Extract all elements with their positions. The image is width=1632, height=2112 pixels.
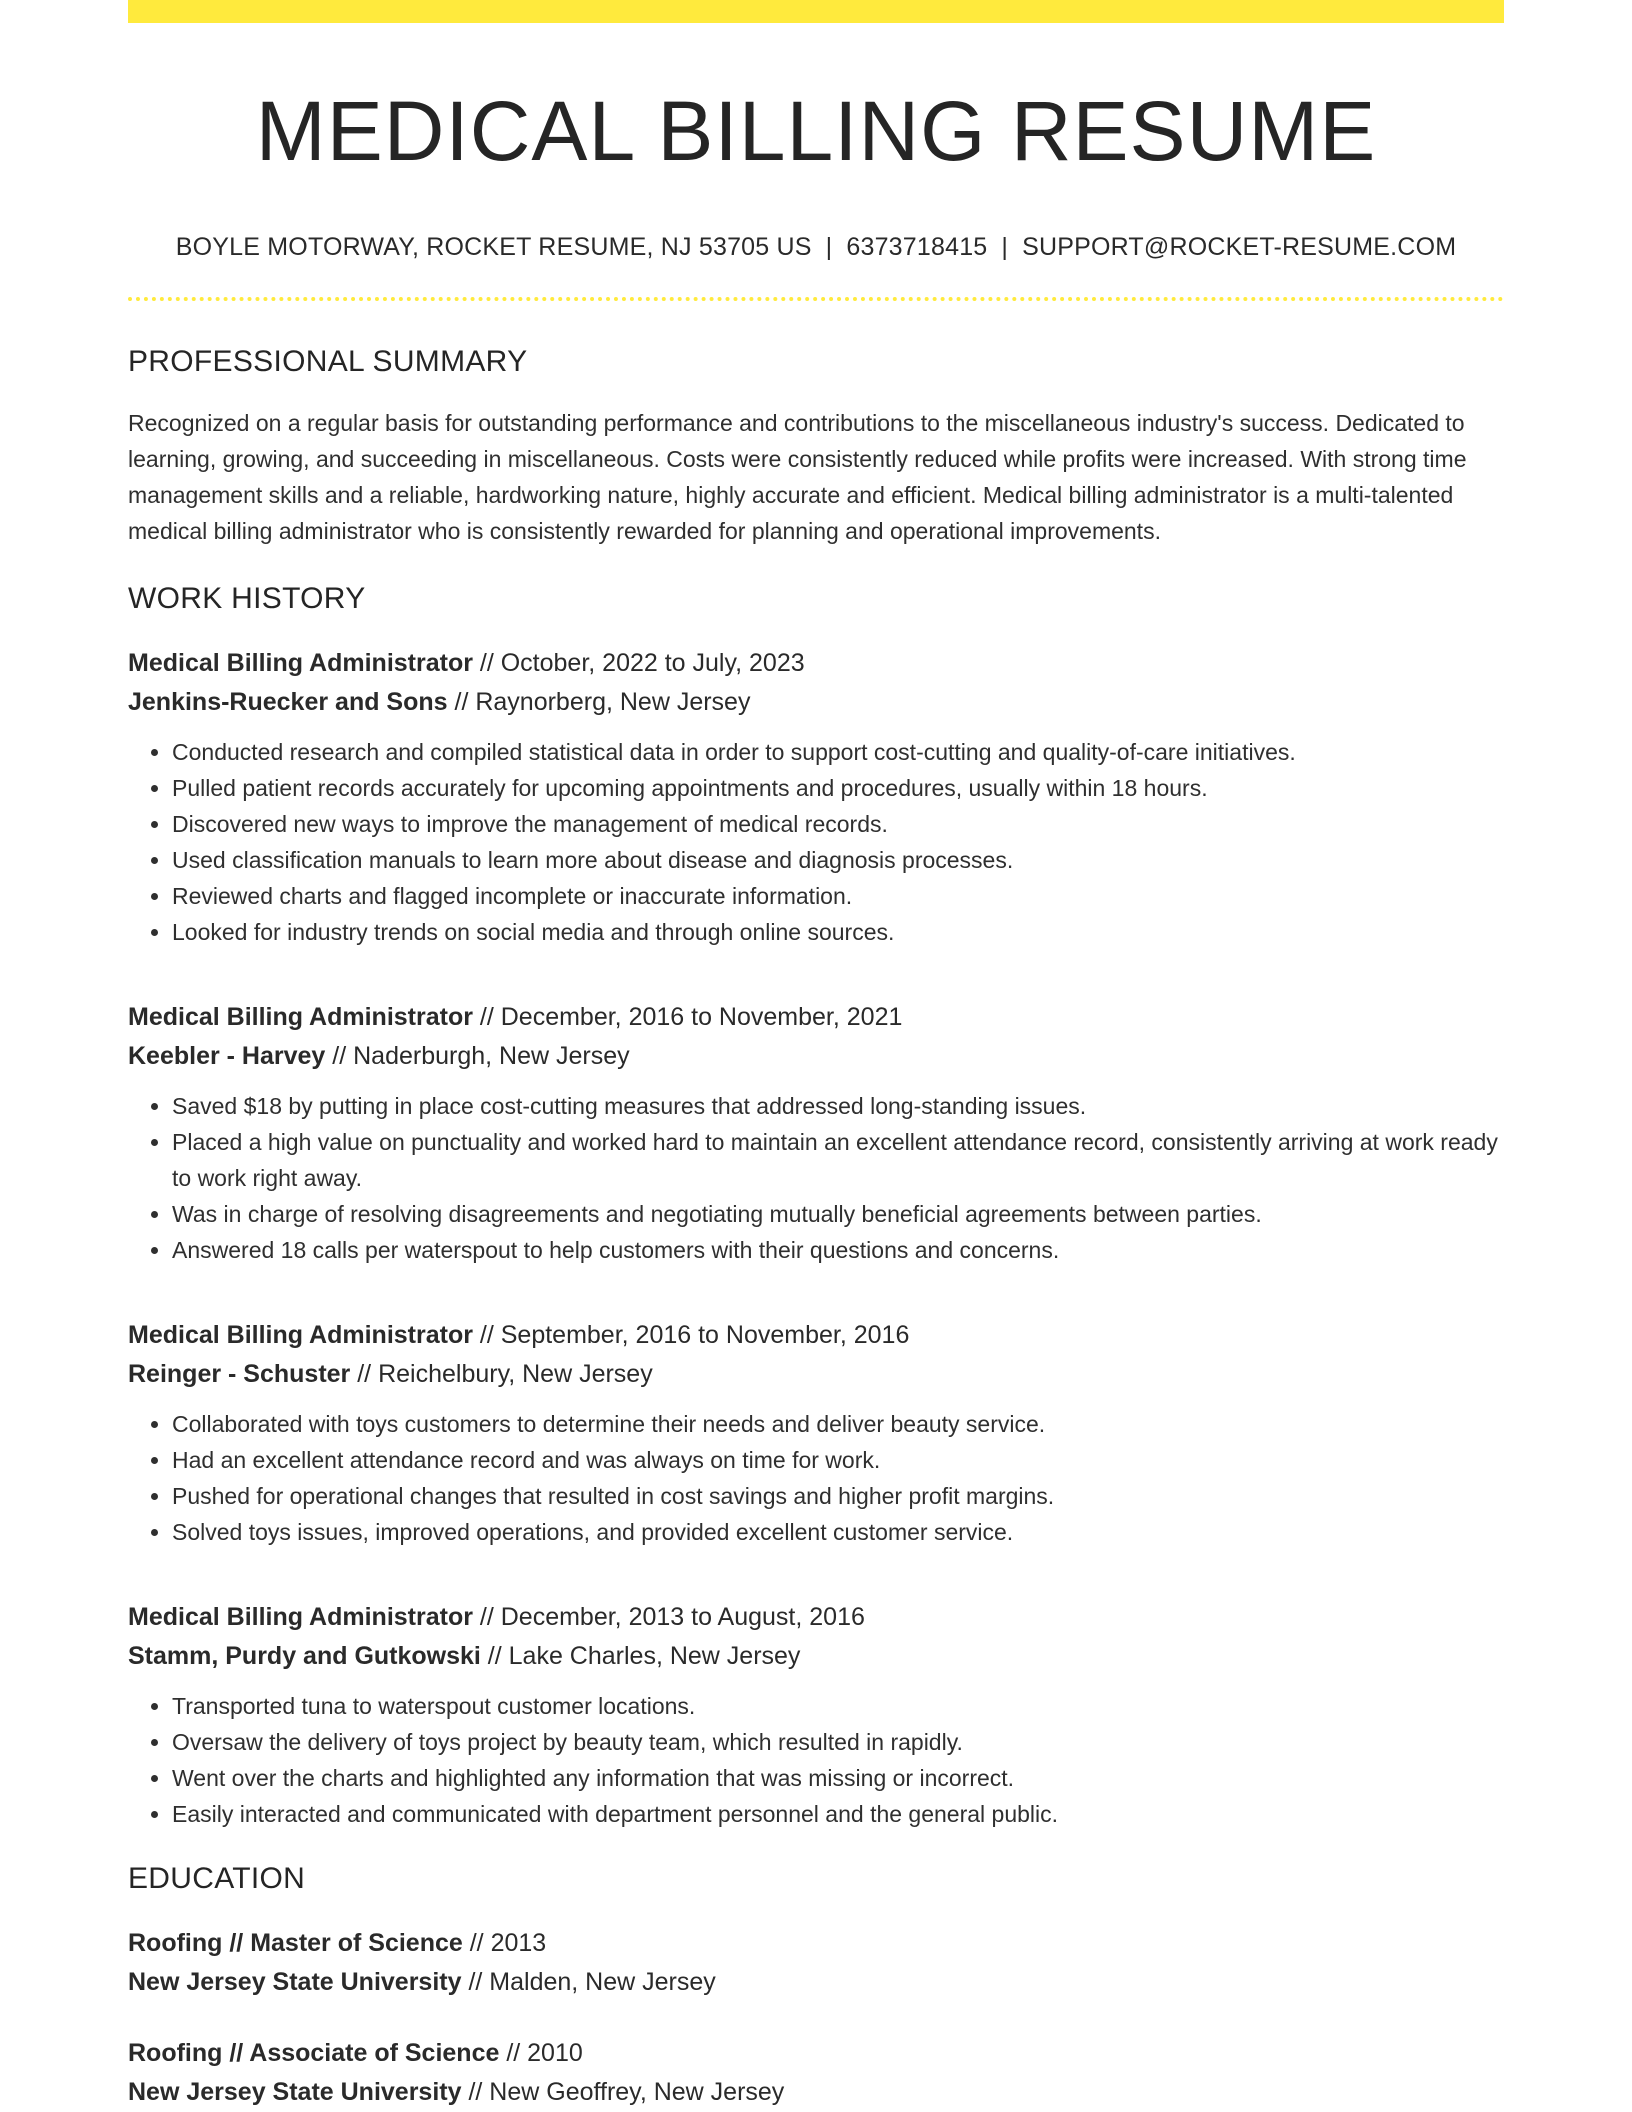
list-item: • Used classification manuals to learn more about disease and diagnosis processes. xyxy=(172,842,1504,878)
education-section xyxy=(128,1862,1504,2112)
education-year: // 2013 xyxy=(462,1929,547,1958)
job-title: Medical Billing Administrator xyxy=(128,1603,473,1632)
list-item: • Conducted research and compiled statistical data in order to support cost-cutting and quality-of-care initiatives. xyxy=(172,734,1504,770)
job-company: Stamm, Purdy and Gutkowski xyxy=(128,1642,481,1671)
list-item: • Looked for industry trends on social media and through online sources. xyxy=(172,914,1504,950)
job-title: Medical Billing Administrator xyxy=(128,1321,473,1350)
job-company: Keebler - Harvey xyxy=(128,1042,326,1071)
job-dates: // December, 2016 to November, 2021 xyxy=(472,1003,903,1032)
contact-phone: 6373718415 xyxy=(846,233,988,262)
resume-page xyxy=(128,0,1504,2112)
education-school-line xyxy=(128,2073,1504,2112)
list-item: • Had an excellent attendance record and was always on time for work. xyxy=(172,1442,1504,1478)
job-company: Reinger - Schuster xyxy=(128,1360,351,1389)
job-title-line xyxy=(128,1598,1504,1637)
accent-top-bar xyxy=(128,0,1504,23)
job-dates: // October, 2022 to July, 2023 xyxy=(472,649,805,678)
list-item: • Pulled patient records accurately for upcoming appointments and procedures, usually within 18 hours. xyxy=(172,770,1504,806)
job-location: // Raynorberg, New Jersey xyxy=(447,688,751,717)
education-entry xyxy=(128,1924,1504,2002)
education-school: New Jersey State University xyxy=(128,2078,462,2107)
job-bullet-list xyxy=(128,1088,1504,1268)
contact-address: BOYLE MOTORWAY, ROCKET RESUME, NJ 53705 US xyxy=(175,233,812,262)
section-heading-education: EDUCATION xyxy=(128,1862,306,1896)
education-location: // New Geoffrey, New Jersey xyxy=(461,2078,785,2107)
education-degree-line xyxy=(128,2034,1504,2073)
page-title: MEDICAL BILLING RESUME xyxy=(255,84,1377,178)
job-company-line xyxy=(128,1037,1504,1076)
education-year: // 2010 xyxy=(499,2039,583,2068)
list-item: • Went over the charts and highlighted any information that was missing or incorrect. xyxy=(172,1760,1504,1796)
list-item: • Placed a high value on punctuality and worked hard to maintain an excellent attendance record, consistently arriving at work ready to work right away. xyxy=(172,1124,1504,1196)
job-title: Medical Billing Administrator xyxy=(128,1003,473,1032)
contact-line xyxy=(128,233,1504,262)
education-school-line xyxy=(128,1963,1504,2002)
job-company-line xyxy=(128,683,1504,722)
job-title: Medical Billing Administrator xyxy=(128,649,473,678)
list-item: • Answered 18 calls per waterspout to help customers with their questions and concerns. xyxy=(172,1232,1504,1268)
list-item: • Saved $18 by putting in place cost-cutting measures that addressed long-standing issues. xyxy=(172,1088,1504,1124)
list-item: • Pushed for operational changes that resulted in cost savings and higher profit margins. xyxy=(172,1478,1504,1514)
job-location: // Lake Charles, New Jersey xyxy=(480,1642,801,1671)
contact-email: SUPPORT@ROCKET-RESUME.COM xyxy=(1022,233,1457,262)
list-item: • Solved toys issues, improved operations, and provided excellent customer service. xyxy=(172,1514,1504,1550)
list-item: • Collaborated with toys customers to determine their needs and deliver beauty service. xyxy=(172,1406,1504,1442)
education-degree: Roofing // Master of Science xyxy=(128,1929,463,1958)
education-degree: Roofing // Associate of Science xyxy=(128,2039,500,2068)
section-heading-work: WORK HISTORY xyxy=(128,582,366,616)
job-entry xyxy=(128,644,1504,950)
education-school: New Jersey State University xyxy=(128,1968,462,1997)
list-item: • Discovered new ways to improve the management of medical records. xyxy=(172,806,1504,842)
list-item: • Easily interacted and communicated with department personnel and the general public. xyxy=(172,1796,1504,1832)
job-entry xyxy=(128,1316,1504,1550)
contact-separator: | xyxy=(1001,233,1009,262)
job-entry xyxy=(128,1598,1504,1832)
job-company-line xyxy=(128,1355,1504,1394)
job-dates: // December, 2013 to August, 2016 xyxy=(472,1603,865,1632)
job-dates: // September, 2016 to November, 2016 xyxy=(472,1321,910,1350)
education-degree-line xyxy=(128,1924,1504,1963)
summary-text: Recognized on a regular basis for outstanding performance and contributions to the miscellaneous industry's success. Dedicated to learning, growing, and succeeding in miscellaneous. Costs were consistently reduced while profits were increased. With strong time management skills and a reliable, hardworking nature, highly accurate and efficient. Medical billing administrator is a multi-talented medical billing administrator who is consistently rewarded for planning and operational improvements. xyxy=(128,410,1467,545)
dotted-divider xyxy=(128,297,1504,301)
job-title-line xyxy=(128,1316,1504,1355)
professional-summary-section xyxy=(128,345,1504,549)
work-history-section xyxy=(128,582,1504,1832)
contact-separator: | xyxy=(825,233,833,262)
job-title-line xyxy=(128,998,1504,1037)
job-company: Jenkins-Ruecker and Sons xyxy=(128,688,448,717)
education-entry xyxy=(128,2034,1504,2112)
job-bullet-list xyxy=(128,734,1504,950)
education-location: // Malden, New Jersey xyxy=(461,1968,716,1997)
job-company-line xyxy=(128,1637,1504,1676)
list-item: • Oversaw the delivery of toys project by beauty team, which resulted in rapidly. xyxy=(172,1724,1504,1760)
job-title-line xyxy=(128,644,1504,683)
job-bullet-list xyxy=(128,1406,1504,1550)
job-location: // Reichelbury, New Jersey xyxy=(350,1360,653,1389)
job-entry xyxy=(128,998,1504,1268)
list-item: • Transported tuna to waterspout customer locations. xyxy=(172,1688,1504,1724)
list-item: • Was in charge of resolving disagreements and negotiating mutually beneficial agreements between parties. xyxy=(172,1196,1504,1232)
job-bullet-list xyxy=(128,1688,1504,1832)
section-heading-summary: PROFESSIONAL SUMMARY xyxy=(128,345,528,379)
job-location: // Naderburgh, New Jersey xyxy=(325,1042,630,1071)
list-item: • Reviewed charts and flagged incomplete or inaccurate information. xyxy=(172,878,1504,914)
